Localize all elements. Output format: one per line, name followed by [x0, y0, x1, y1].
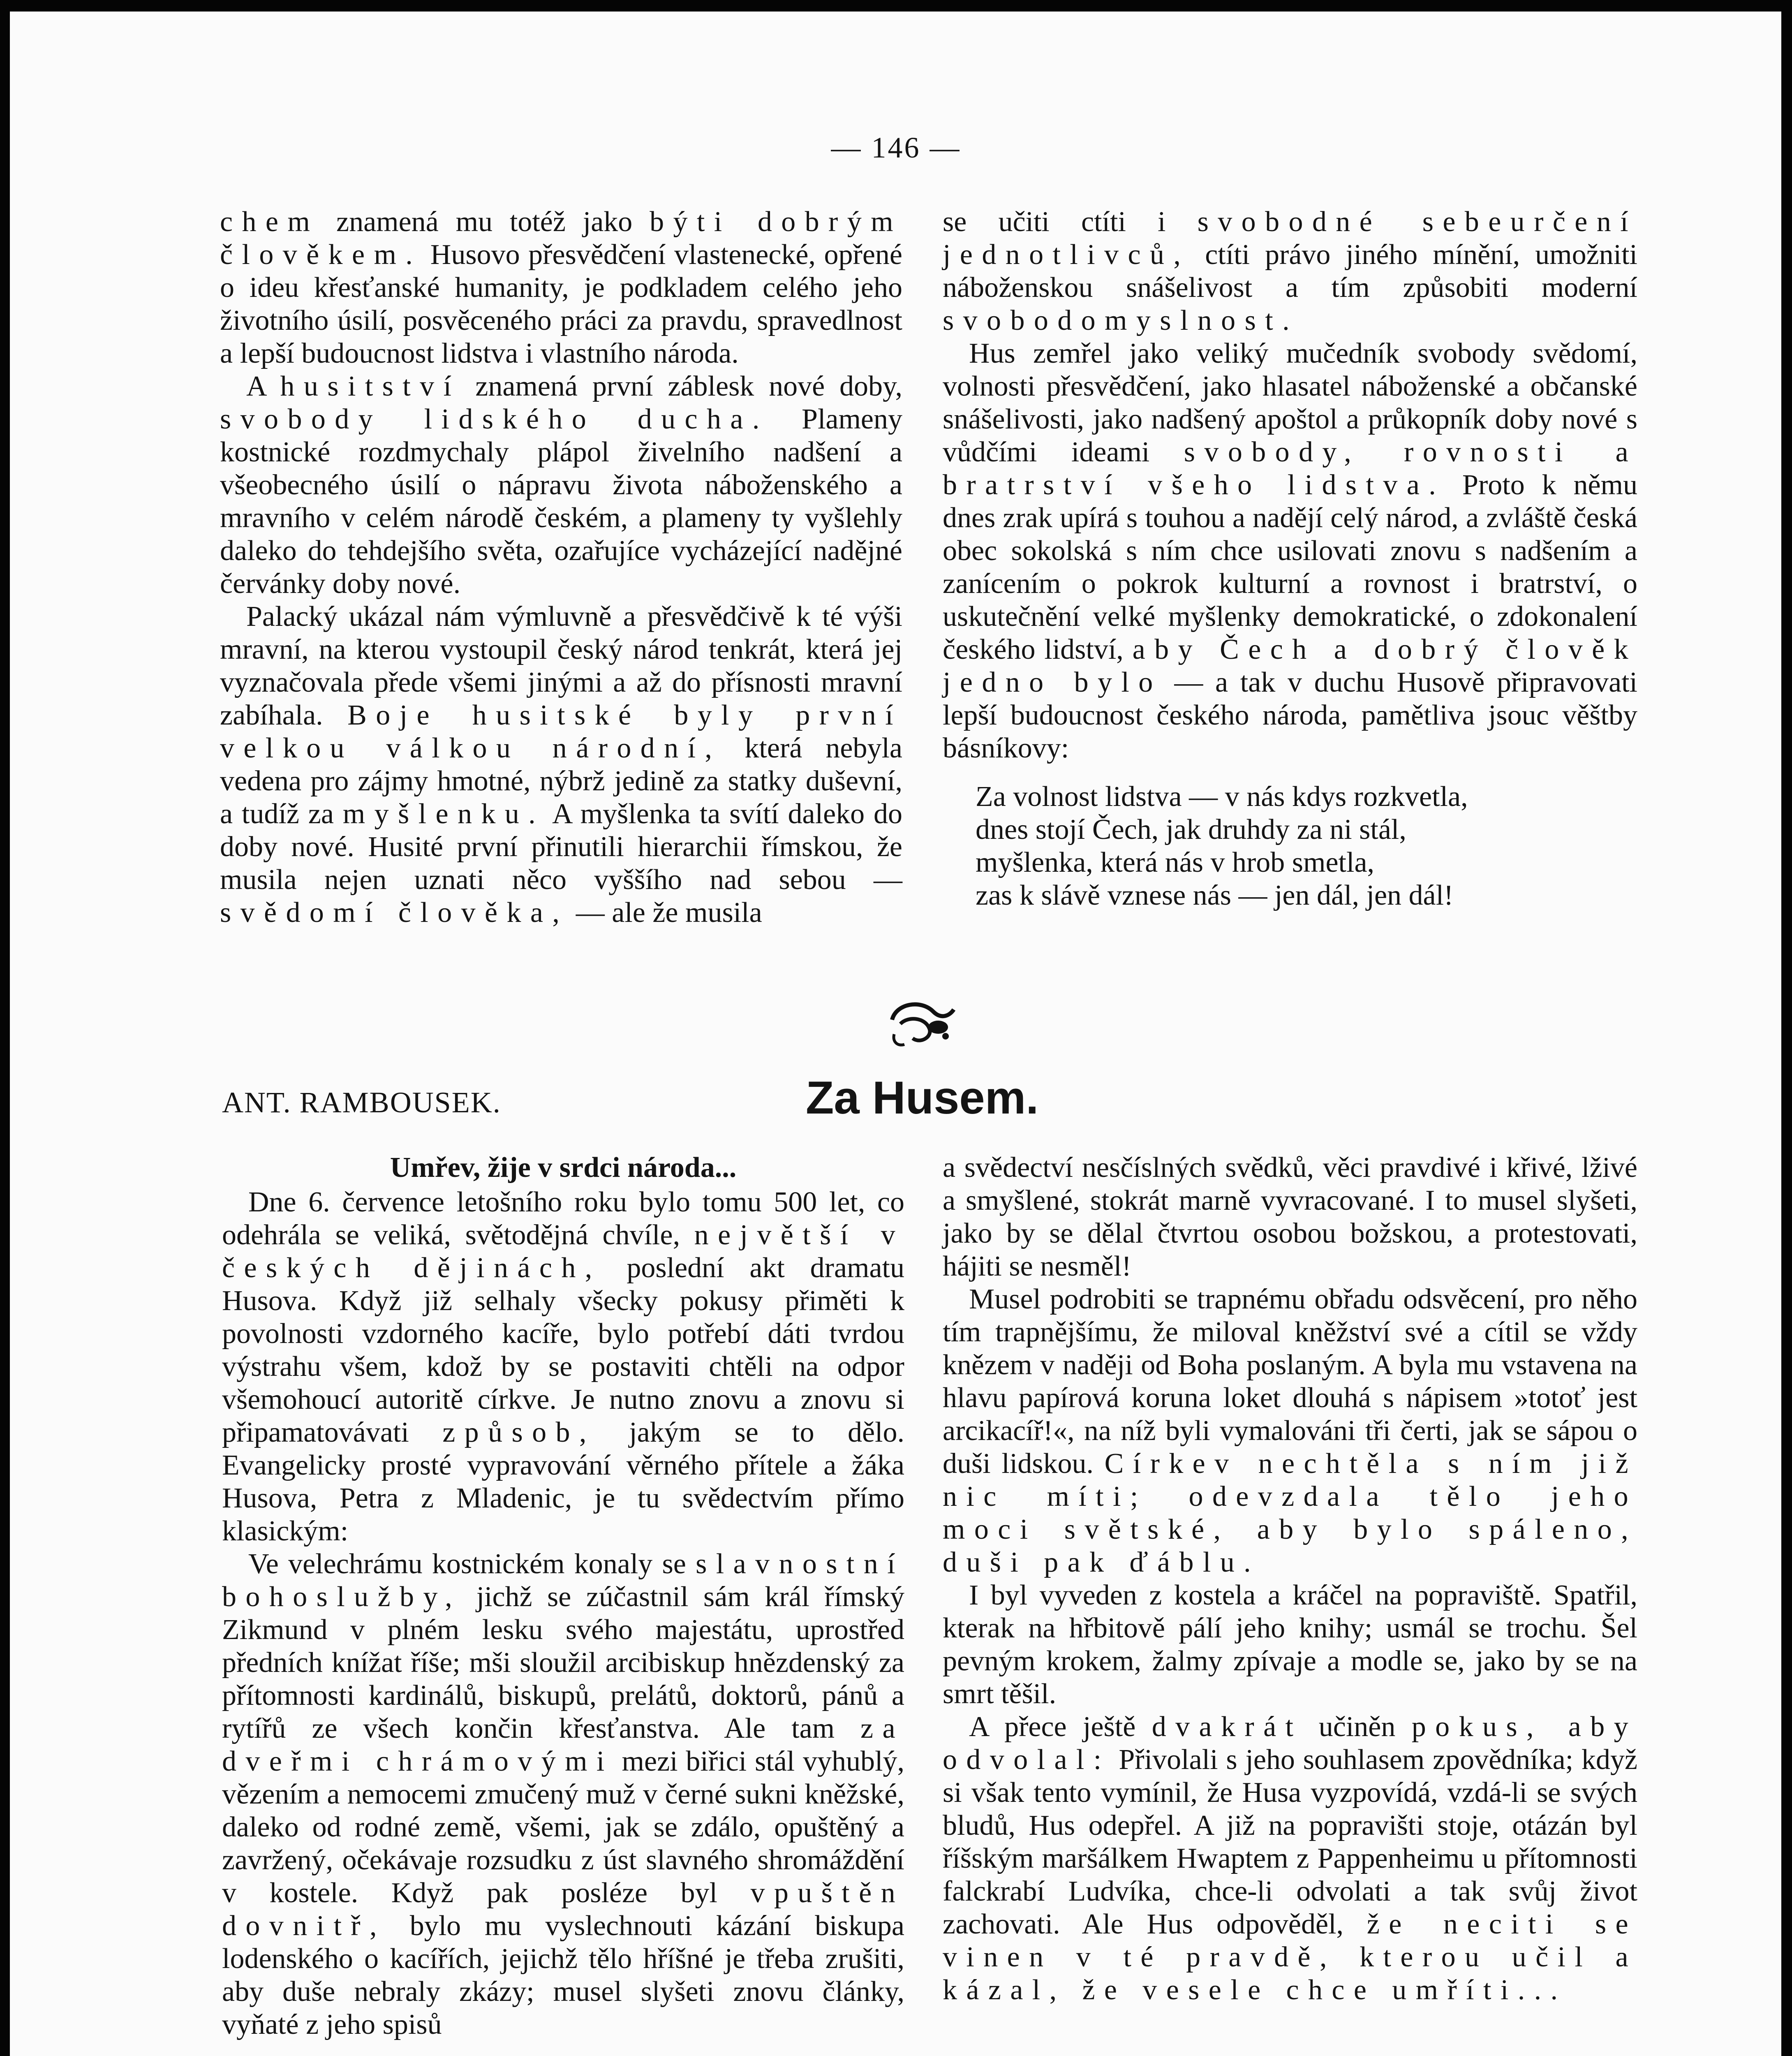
emphasized-text: způsob, — [442, 1417, 596, 1448]
text-run: A myšlenka ta svítí daleko do doby nové. Husité první přinutili hierarchii římskou, že musila nejen uznati něco vyššího nad sebou — — [220, 798, 902, 896]
page-number: — 146 — — [831, 131, 961, 164]
text-run: — a tak v duchu Husově připravovati lepší budoucnost českého národa, pamětliva jsouc věštby básníkovy: — [943, 667, 1638, 764]
poem — [943, 780, 1637, 912]
text-run: jakým se to dělo. Evangelicky prosté vypravování věrného přítele a žáka Husova, Petra z Mladenic, je tu svědectvím přímo klasickým: — [222, 1417, 904, 1547]
column-top-right-body — [943, 206, 1637, 765]
article-subheading: Umřev, žije v srdci národa... — [390, 1152, 737, 1183]
text-run: znamená první záblesk nové doby, — [460, 370, 902, 402]
text-run: se učiti ctíti i — [943, 206, 1198, 238]
text-run: mezi biřici stál vyhublý, vězením a nemocemi zmučený muž v černé sukni kněžské, daleko od rodné země, všemi, jak se zdálo, opuštěný a zavržený, očekávaje rozsudku z úst slavného shromáždění v kostele. Když pak posléze byl — [222, 1746, 904, 1909]
article-author: ANT. RAMBOUSEK. — [222, 1086, 501, 1119]
column-top-left — [220, 206, 902, 929]
text-run: a svědectví nesčíslných svědků, věci pravdivé i křivé, lživé a smyšlené, stokrát marně vyvracované. I to musel slyšeti, jako by se dělal čtvrtou osobou božskou, a protestovati, hájiti se nesměl! — [943, 1152, 1637, 1282]
paragraph — [220, 370, 902, 600]
emphasized-text: vpuštěn dovnitř, — [222, 1877, 904, 1942]
poem-line: myšlenka, která nás v hrob smetla, — [976, 847, 1375, 878]
text-run: učiněn — [1302, 1711, 1412, 1743]
paragraph — [943, 206, 1637, 337]
paragraph — [943, 1711, 1637, 2007]
text-run: A — [246, 370, 280, 402]
emphasized-text: býti dobrým člověkem. — [220, 206, 902, 271]
emphasized-text: husitství — [280, 370, 461, 402]
text-run: Přivolali s jeho souhlasem zpovědníka; když si však tento vymínil, že Husa vyzpovídá, vzdá-li se svých bludů, Hus odepřel. A již na popravišti stoje, otázán byl říšským maršálkem Hwaptem z Pappenheimu u přítomnosti falckrabí Ludvíka, chce-li odvolati a tak svůj život zachovati. Ale Hus odpověděl, — [943, 1744, 1637, 1940]
text-run: bylo mu vyslechnouti kázání biskupa lodenského o kacířích, jejichž tělo hříšné je třeba zrušiti, aby duše nebraly zkázy; musel slyšeti znovu články, vyňaté z jeho spisů — [222, 1910, 904, 2040]
text-run: která nebyla vedena pro zájmy hmotné, nýbrž jedině za statky duševní, a tudíž za — [220, 732, 902, 830]
text-run: Musel podrobiti se trapnému obřadu odsvěcení, pro něho tím trapnějšímu, že miloval kněžství své a cítil se vždy knězem v naději od Boha poslaným. A byla mu vstavena na hlavu papírová koruna loket dlouhá s nápisem »totoť jest arcikacíř!«, na níž byli vymalováni tři čerti, jak se sápou o duši lidskou. — [943, 1283, 1637, 1479]
text-run: Husovo přesvědčení vlastenecké, opřené o ideu křesťanské humanity, je podkladem celého jeho životního úsilí, posvěceného práci za pravdu, spravedlnost a lepší budoucnost lidstva i vlastního národa. — [220, 239, 902, 369]
emphasized-text: dvakrát — [1152, 1711, 1303, 1743]
emphasized-text: že neciti se vinen v té pravdě, kterou učil a kázal, že vesele chce umříti... — [943, 1908, 1637, 2006]
text-run: I byl vyveden z kostela a kráčel na popraviště. Spatřil, kterak na hřbitově pálí jeho knihy; usmál se trochu. Šel pevným krokem, žalmy zpívaje a modle se, jako by se na smrt těšil. — [943, 1579, 1637, 1710]
emphasized-text: svobodomyslnost. — [943, 305, 1299, 336]
paragraph — [943, 1283, 1637, 1579]
text-run: Plameny kostnické rozdmychaly plápol živelního nadšení a všeobecného úsilí o nápravu života náboženského a mravního v celém národě českém, a plameny ty vyšlehly daleko do tehdejšího světa, ozařujíce vycházející nadějné červánky doby nové. — [220, 403, 902, 600]
text-run: poslední akt dramatu Husova. Když již selhaly všecky pokusy přiměti k povolnosti vzdorného kacíře, bylo potřebí dáti tvrdou výstrahu všem, kdož by se postaviti chtěli na odpor všemohoucí autoritě církve. Je nutno znovu a znovu si připamatovávati — [222, 1252, 904, 1448]
text-run: A přece ještě — [969, 1711, 1152, 1743]
paragraph — [220, 206, 902, 370]
emphasized-text: svobodné sebeurčení jednotlivců, — [943, 206, 1637, 271]
text-run: — ale že musila — [569, 897, 762, 928]
text-run: Proto k němu dnes zrak upírá s touhou a nadějí celý národ, a zvláště česká obec sokolská s ním chce usilovati znovu s nadšením a zanícením o pokrok kulturní a rovnost i bratrství, o uskutečnění velké myšlenky demokratické, o zdokonalení českého lidství, — [943, 469, 1637, 665]
emphasized-text: myšlenku. — [342, 798, 545, 830]
text-run: Ve velechrámu kostnickém konaly se — [248, 1548, 696, 1580]
emphasized-text: chem — [220, 206, 319, 238]
emphasized-text: za dveřmi chrámovými — [222, 1713, 904, 1777]
text-run: Dne 6. července letošního roku bylo tomu 500 let, co odehrála se veliká, světodějná chvíle, — [222, 1186, 904, 1251]
column-top-right — [943, 206, 1637, 912]
paragraph — [943, 337, 1637, 765]
poem-line: zas k slávě vznese nás — jen dál, jen dál! — [976, 880, 1454, 911]
text-run: ctíti právo jiného mínění, umožniti náboženskou snášelivost a tím způsobiti moderní — [943, 239, 1637, 303]
text-run: Palacký ukázal nám výmluvně a přesvědčivě k té výši mravní, na kterou vystoupil český národ tenkrát, která jej vyznačovala přede všemi jinými a až do přísnosti mravní zabíhala. — [220, 601, 902, 731]
article-title: Za Husem. — [806, 1072, 1039, 1123]
emphasized-text: Církev nechtěla s ním již nic míti; odevzdala tělo jeho moci světské, aby bylo spáleno, duši pak ďáblu. — [943, 1448, 1638, 1578]
paragraph — [222, 1548, 904, 2041]
emphasized-text: slavnostní bohoslužby, — [222, 1548, 904, 1613]
poem-line: Za volnost lidstva — v nás kdys rozkvetla, — [976, 781, 1468, 813]
emphasized-text: Boje husitské byly první velkou válkou národní, — [220, 699, 902, 764]
column-bottom-left — [222, 1151, 904, 2041]
text-run: Hus zemřel jako veliký mučedník svobody svědomí, volnosti přesvědčení, jako hlasatel náboženské a občanské snášelivosti, jako nadšený apoštol a průkopník doby nové s vůdčími ideami — [943, 338, 1637, 468]
paragraph — [222, 1186, 904, 1548]
text-run: jichž se zúčastnil sám král římský Zikmund v plném lesku svého majestátu, uprostřed předních knížat říše; mši sloužil arcibiskup hnězdenský za přítomnosti kardinálů, biskupů, prelátů, doktorů, pánů a rytířů ze všech končin křesťanstva. Ale tam — [222, 1581, 904, 1744]
column-bottom-right — [943, 1151, 1637, 2007]
text-run: znamená mu totéž jako — [319, 206, 650, 238]
paragraph — [943, 1579, 1637, 1711]
emphasized-text: aby Čech a dobrý člověk jedno bylo — [943, 634, 1637, 698]
floral-ornament-icon — [884, 995, 958, 1053]
poem-line: dnes stojí Čech, jak druhdy za ni stál, — [976, 814, 1406, 845]
emphasized-text: svobody lidského ducha. — [220, 403, 769, 435]
emphasized-text: největší v českých dějinách, — [222, 1219, 904, 1284]
emphasized-text: pokus, aby odvolal: — [943, 1711, 1637, 1776]
emphasized-text: svobody, rovnosti a bratrství všeho lidstva. — [943, 436, 1637, 501]
paragraph — [943, 1151, 1637, 1283]
emphasized-text: svědomí člověka, — [220, 897, 569, 928]
column-bottom-left-body — [222, 1186, 904, 2041]
paragraph — [220, 600, 902, 929]
